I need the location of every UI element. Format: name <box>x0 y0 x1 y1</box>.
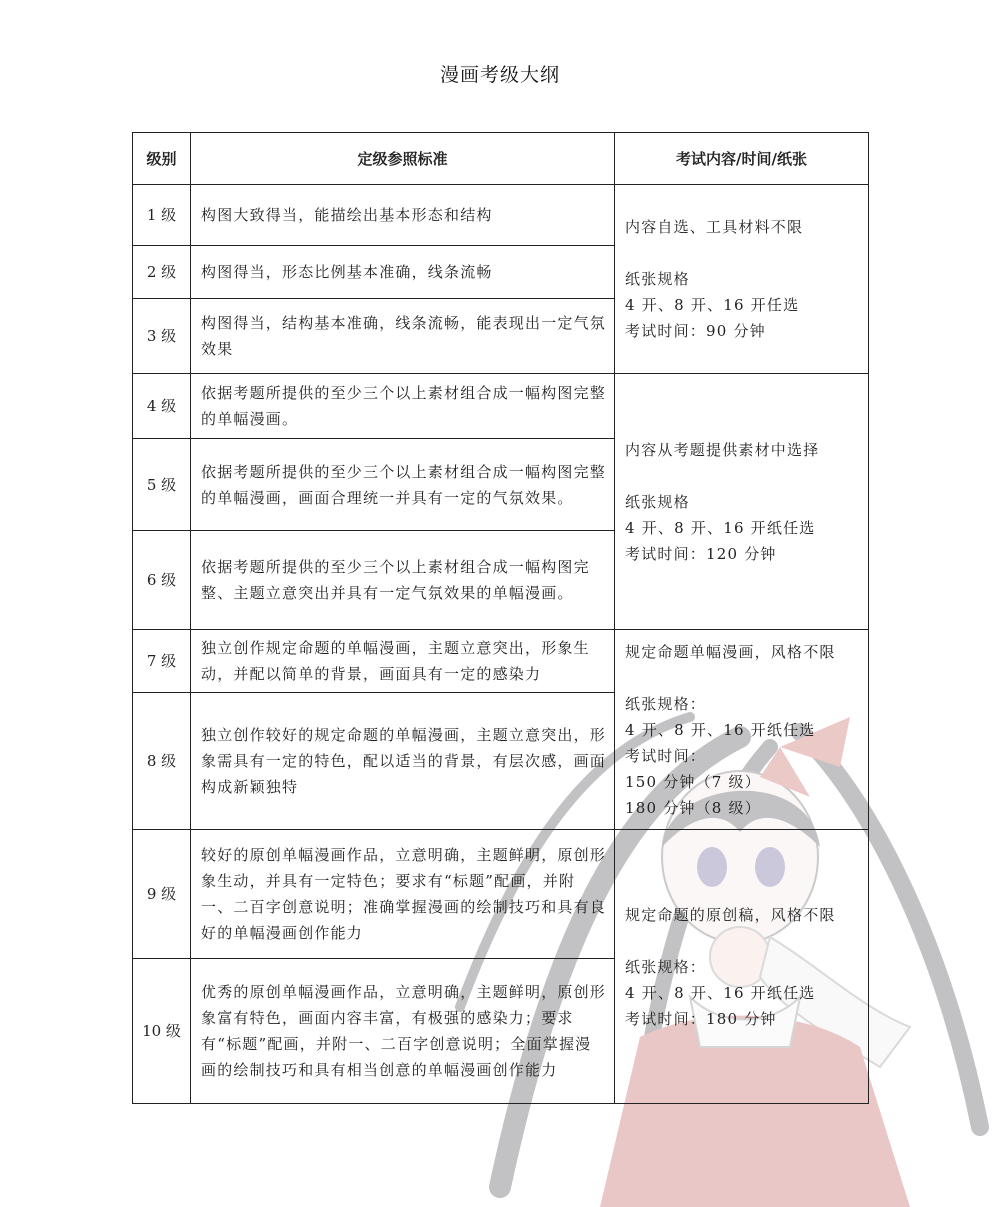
standard-cell: 构图大致得当，能描绘出基本形态和结构 <box>191 185 615 246</box>
exam-time-label: 考试时间： <box>625 746 707 765</box>
table-header-row <box>133 133 869 185</box>
standard-cell: 构图得当，结构基本准确，线条流畅，能表现出一定气氛效果 <box>191 299 615 374</box>
paper-size: 4 开、8 开、16 开纸任选 <box>625 983 816 1002</box>
exam-content: 内容自选、工具材料不限 <box>625 218 804 236</box>
page-title: 漫画考级大纲 <box>439 64 560 86</box>
level-cell: 4 级 <box>133 374 191 439</box>
header-standard: 定级参照标准 <box>191 133 615 185</box>
paper-size: 4 开、8 开、16 开任选 <box>625 296 800 314</box>
table-row <box>133 630 869 693</box>
exam-time: 考试时间：180 分钟 <box>625 1009 777 1028</box>
header-level: 级别 <box>133 133 191 185</box>
exam-content: 规定命题的原创稿，风格不限 <box>625 905 836 924</box>
level-cell: 9 级 <box>133 830 191 959</box>
table-row <box>133 830 869 959</box>
exam-time-level-7: 150 分钟（7 级） <box>625 772 761 791</box>
level-cell: 6 级 <box>133 531 191 630</box>
standard-cell: 独立创作规定命题的单幅漫画，主题立意突出，形象生动，并配以简单的背景，画面具有一定的感染力 <box>191 630 615 693</box>
paper-size: 4 开、8 开、16 开纸任选 <box>625 720 816 739</box>
level-cell: 7 级 <box>133 630 191 693</box>
standard-cell: 优秀的原创单幅漫画作品，立意明确，主题鲜明，原创形象富有特色，画面内容丰富，有极强的感染力；要求有“标题”配画，并附一、二百字创意说明；全面掌握漫画的绘制技巧和具有相当创意的单幅漫画创作能力 <box>191 959 615 1104</box>
level-cell: 1 级 <box>133 185 191 246</box>
exam-syllabus-table <box>132 132 869 1104</box>
exam-content: 内容从考题提供素材中选择 <box>625 440 820 459</box>
paper-label: 纸张规格 <box>625 270 690 288</box>
level-cell: 2 级 <box>133 246 191 299</box>
header-exam: 考试内容/时间/纸张 <box>615 133 869 185</box>
paper-label: 纸张规格： <box>625 694 707 713</box>
paper-size: 4 开、8 开、16 开纸任选 <box>625 518 816 537</box>
exam-time-level-8: 180 分钟（8 级） <box>625 798 761 817</box>
standard-cell: 依据考题所提供的至少三个以上素材组合成一幅构图完整、主题立意突出并具有一定气氛效果的单幅漫画。 <box>191 531 615 630</box>
standard-cell: 依据考题所提供的至少三个以上素材组合成一幅构图完整的单幅漫画。 <box>191 374 615 439</box>
standard-cell: 较好的原创单幅漫画作品，立意明确，主题鲜明，原创形象生动，并具有一定特色；要求有“标题”配画，并附一、二百字创意说明；准确掌握漫画的绘制技巧和具有良好的单幅漫画创作能力 <box>191 830 615 959</box>
paper-label: 纸张规格 <box>625 492 690 511</box>
exam-time: 考试时间：90 分钟 <box>625 322 766 340</box>
exam-cell-levels-4-6 <box>615 374 869 630</box>
table-row <box>133 374 869 439</box>
standard-cell: 依据考题所提供的至少三个以上素材组合成一幅构图完整的单幅漫画，画面合理统一并具有一定的气氛效果。 <box>191 439 615 531</box>
standard-cell: 构图得当，形态比例基本准确，线条流畅 <box>191 246 615 299</box>
level-cell: 8 级 <box>133 693 191 830</box>
level-cell: 5 级 <box>133 439 191 531</box>
exam-cell-levels-7-8 <box>615 630 869 830</box>
exam-cell-levels-9-10 <box>615 830 869 1104</box>
exam-content: 规定命题单幅漫画，风格不限 <box>625 642 836 661</box>
exam-time: 考试时间：120 分钟 <box>625 544 777 563</box>
table-row <box>133 185 869 246</box>
exam-cell-levels-1-3 <box>615 185 869 374</box>
paper-label: 纸张规格： <box>625 957 707 976</box>
standard-cell: 独立创作较好的规定命题的单幅漫画，主题立意突出，形象需具有一定的特色，配以适当的背景，有层次感，画面构成新颖独特 <box>191 693 615 830</box>
level-cell: 3 级 <box>133 299 191 374</box>
level-cell: 10 级 <box>133 959 191 1104</box>
